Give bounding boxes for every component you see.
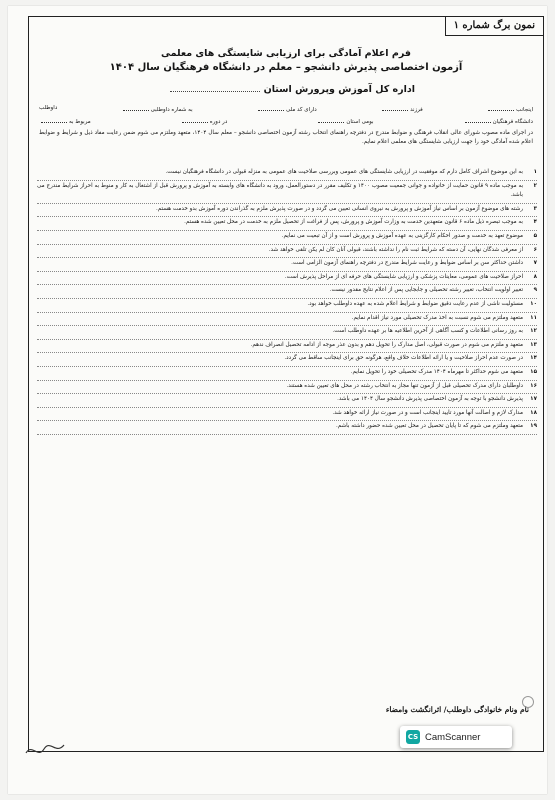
field-father: فرزند bbox=[380, 105, 423, 117]
item-text: به موجب ماده ۹ قانون حمایت از خانواده و جوانی جمعیت مصوب ۱۴۰۰ و تکلیف مقرر در دستورالعمل، ورود به دانشگاه های وابسته به آموزش و پرورش قبل از اشتغال به کار و منوط به احراز شرایط مندرج می باشد. bbox=[37, 182, 524, 199]
signature-scribble-icon bbox=[24, 741, 66, 761]
item-text: به موجب تبصره ذیل ماده ۶ قانون متعهدین خدمت به وزارت آموزش و پرورش، پس از فراغت از تحصیل ملزم به خدمت در محل تعیین شده هستم. bbox=[184, 219, 523, 226]
field-candidate-number: به شماره داوطلبی bbox=[121, 105, 193, 117]
item-text: احراز صلاحیت های عمومی، معاینات پزشکی و ارزیابی شایستگی های حرفه ای از مراحل پذیرش است. bbox=[284, 273, 523, 280]
field-related: مربوط به bbox=[39, 117, 91, 129]
field-province: بومی استان bbox=[316, 117, 373, 129]
commitment-item bbox=[37, 353, 537, 367]
commitment-item bbox=[37, 204, 537, 218]
form-number-label: نمون برگ شماره ۱ bbox=[445, 17, 543, 36]
item-text: موضوع تعهد به خدمت و صدور احکام کارگزینی به عهده آموزش و پرورش است و از آن تبعیت می نمایم. bbox=[281, 232, 523, 239]
commitment-item bbox=[37, 313, 537, 327]
item-number: ۱۹ bbox=[530, 423, 537, 430]
commitment-item bbox=[37, 217, 537, 231]
form-frame bbox=[28, 16, 544, 752]
item-number: ۱۲ bbox=[530, 328, 537, 335]
commitment-item bbox=[37, 367, 537, 381]
office-blank bbox=[170, 83, 260, 92]
scanned-page bbox=[8, 6, 547, 794]
commitment-item bbox=[37, 381, 537, 395]
item-number: ۱ bbox=[533, 169, 537, 175]
field-candidate: داوطلب bbox=[39, 105, 58, 111]
commitment-item bbox=[37, 408, 537, 422]
fields-row-2 bbox=[39, 117, 533, 129]
item-text: رشته های موضوع آزمون بر اساس نیاز آموزش و پرورش به نیروی انسانی تعیین می گردد و در صورت پذیرش ملزم به گذراندن دوره آموزش بدو خدمت هستم. bbox=[156, 205, 523, 212]
commitment-item bbox=[37, 394, 537, 408]
item-text: متعهد می شوم حداکثر تا مهرماه ۱۴۰۴ مدرک تحصیلی خود را تحویل نمایم. bbox=[350, 368, 523, 375]
form-title: فرم اعلام آمادگی برای ارزیابی شایستگی های معلمی bbox=[161, 48, 411, 59]
office-name: اداره کل آموزش وپرورش استان bbox=[263, 84, 415, 95]
item-text: متعهد و ملتزم می شوم در صورت قبولی، اصل مدارک را تحویل دهم و بدون عذر موجه از ادامه تحصیل انصراف ندهم. bbox=[250, 341, 523, 348]
item-text: مدارک لازم و اصالت آنها مورد تایید اینجانب است و در صورت نیاز ارائه خواهد شد. bbox=[332, 409, 523, 416]
signature-line: نام ونام خانوادگی داوطلب/ اثرانگشت وامضاء bbox=[385, 705, 529, 714]
commitment-item bbox=[37, 272, 537, 286]
item-number: ۱۱ bbox=[530, 314, 537, 321]
item-number: ۱۰ bbox=[530, 300, 537, 307]
form-subtitle: آزمون اختصاصی پذیرش دانشجو – معلم در دانشگاه فرهنگیان سال ۱۴۰۴ bbox=[109, 62, 463, 73]
item-text: از معرفی شدگان نهایی، آن دسته که شرایط ثبت نام را نداشته باشند، قبولی آنان کان لم یکن تلقی خواهد شد. bbox=[268, 246, 523, 253]
item-text: متعهد وملتزم می شوم نسبت به اخذ مدرک تحصیلی مورد نیاز اقدام نمایم. bbox=[351, 314, 523, 321]
item-text: مسئولیت ناشی از عدم رعایت دقیق ضوابط و شرایط اعلام شده به عهده داوطلب خواهد بود. bbox=[307, 300, 523, 307]
item-text: به این موضوع اشراف کامل دارم که موفقیت در ارزیابی شایستگی های عمومی وبررسی صلاحیت های عمومی به منزله قبولی در دانشگاه فرهنگیان نیست. bbox=[165, 169, 523, 175]
item-number: ۲ bbox=[533, 182, 537, 189]
item-number: ۱۸ bbox=[530, 409, 537, 416]
punch-hole bbox=[522, 696, 534, 708]
fields-row-1 bbox=[39, 105, 533, 117]
item-number: ۱۴ bbox=[530, 355, 537, 362]
commitment-item bbox=[37, 167, 537, 181]
commitment-item bbox=[37, 285, 537, 299]
item-number: ۶ bbox=[533, 246, 537, 253]
item-number: ۳ bbox=[533, 205, 537, 212]
item-text: داوطلبان دارای مدرک تحصیلی قبل از آزمون تنها مجاز به انتخاب رشته در محل های تعیین شده هستند. bbox=[286, 382, 523, 389]
item-number: ۷ bbox=[533, 260, 537, 267]
item-number: ۱۶ bbox=[530, 382, 537, 389]
item-text: تغییر اولویت انتخاب، تغییر رشته تحصیلی و جابجایی پس از اعلام نتایج مقدور نیست. bbox=[329, 287, 523, 294]
commitment-item bbox=[37, 258, 537, 272]
commitment-item bbox=[37, 326, 537, 340]
item-number: ۱۷ bbox=[530, 396, 537, 403]
field-term: در دوره bbox=[180, 117, 228, 129]
camscanner-label: CamScanner bbox=[425, 731, 481, 743]
commitment-list bbox=[37, 167, 537, 435]
item-number: ۱۵ bbox=[530, 368, 537, 375]
item-text: پذیرش دانشجو با توجه به آزمون اختصاصی پذیرش دانشجو سال ۱۴۰۴ می باشد. bbox=[337, 396, 523, 403]
camscanner-logo-icon: CS bbox=[406, 730, 420, 744]
item-number: ۹ bbox=[533, 287, 537, 294]
field-university: دانشگاه فرهنگیان bbox=[463, 117, 533, 129]
commitment-item bbox=[37, 231, 537, 245]
item-text: به روز رسانی اطلاعات و کسب آگاهی از آخرین اطلاعیه ها بر عهده داوطلب است. bbox=[332, 328, 523, 335]
commitment-item bbox=[37, 421, 537, 435]
field-name: اینجانب bbox=[486, 105, 533, 117]
commitment-item bbox=[37, 181, 537, 204]
field-national-code: دارای کد ملی bbox=[256, 105, 317, 117]
item-number: ۸ bbox=[533, 273, 537, 280]
item-number: ۴ bbox=[533, 219, 537, 226]
item-text: در صورت عدم احراز صلاحیت و یا ارائه اطلاعات خلاف واقع، هرگونه حق برای اینجانب ساقط می گردد. bbox=[284, 355, 523, 362]
commitment-item bbox=[37, 245, 537, 259]
camscanner-badge bbox=[400, 726, 512, 748]
item-text: داشتن حداکثر سن بر اساس ضوابط و رعایت شرایط مندرج در دفترچه راهنمای آزمون الزامی است. bbox=[291, 260, 523, 267]
title-block bbox=[29, 47, 543, 75]
office-line bbox=[170, 83, 415, 95]
item-text: متعهد وملتزم می شوم که تا پایان تحصیل در محل تعیین شده حضور داشته باشم. bbox=[335, 423, 523, 430]
intro-paragraph: در اجرای ماده مصوب شورای عالی انقلاب فرهنگی و ضوابط مندرج در دفترچه راهنمای انتخاب رشته آزمون اختصاصی دانشجو – معلم سال ۱۴۰۴، متعهد وملتزم می شوم ضمن رعایت مفاد ذیل و شرایط و ضوابط اعلام شده آمادگی خود را جهت ارزیابی شایستگی های معلمی اعلام نمایم. bbox=[39, 130, 533, 145]
item-number: ۱۳ bbox=[530, 341, 537, 348]
commitment-item bbox=[37, 340, 537, 354]
item-number: ۵ bbox=[533, 232, 537, 239]
commitment-item bbox=[37, 299, 537, 313]
